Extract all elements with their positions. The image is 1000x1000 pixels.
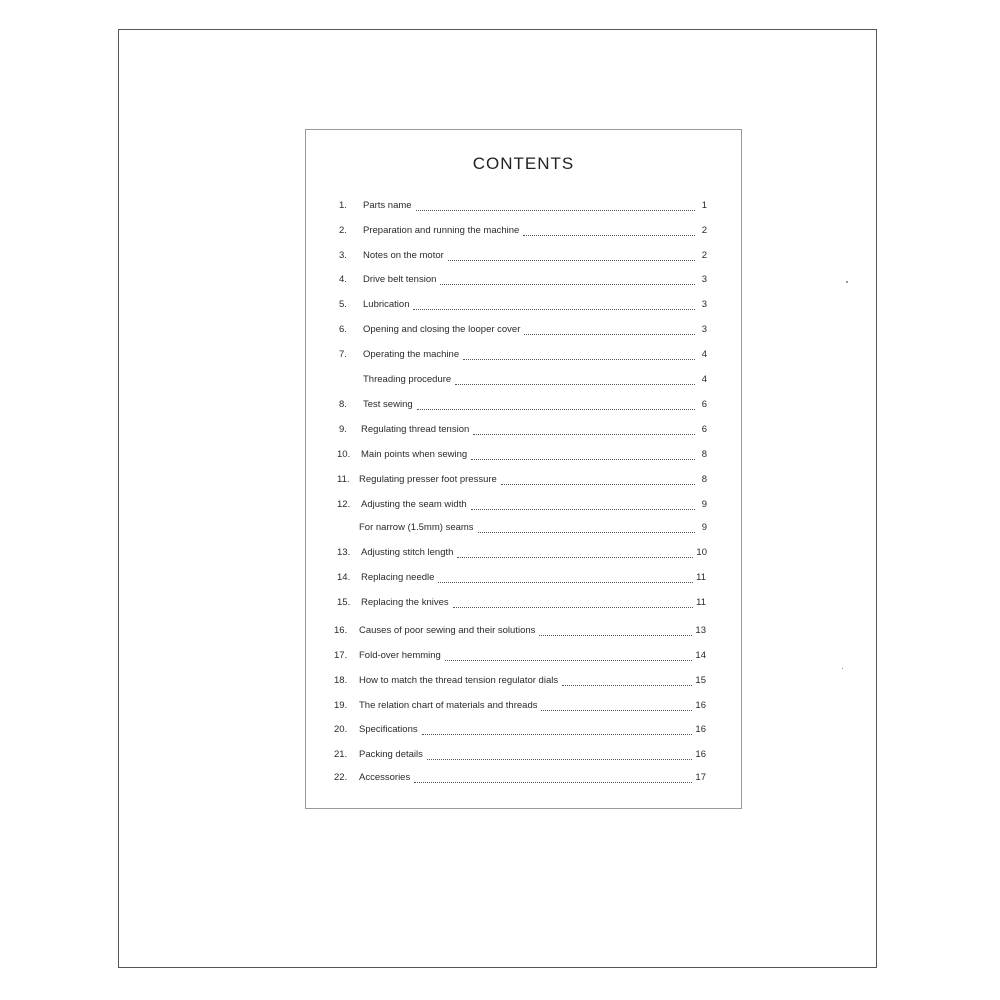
toc-leader-dots <box>471 508 695 510</box>
toc-entry-label: Regulating presser foot pressure <box>359 474 497 485</box>
toc-entry-label: Parts name <box>363 200 412 211</box>
toc-entry <box>334 724 706 740</box>
contents-page <box>305 129 742 809</box>
toc-entry-label: Threading procedure <box>363 374 452 385</box>
contents-title: CONTENTS <box>472 154 575 173</box>
toc-leader-dots <box>523 234 695 236</box>
toc-entry-number: 1. <box>339 200 347 211</box>
toc-entry-label: The relation chart of materials and threads <box>359 700 538 711</box>
toc-entry-number: 13. <box>337 547 351 558</box>
toc-entry-number: 10. <box>337 449 351 460</box>
toc-entry-page: 13 <box>695 625 706 636</box>
toc-entry-label: Notes on the motor <box>363 250 444 261</box>
toc-entry-page: 1 <box>701 200 707 211</box>
toc-leader-dots <box>463 358 695 360</box>
toc-entry-number: 4. <box>339 274 347 285</box>
toc-entry <box>334 650 706 666</box>
scan-speck <box>846 281 848 283</box>
toc-entry-label: Adjusting stitch length <box>361 547 454 558</box>
toc-entry <box>339 424 707 440</box>
toc-entry <box>334 749 706 765</box>
toc-entry-page: 10 <box>696 547 707 558</box>
toc-entry-number: 6. <box>339 324 347 335</box>
toc-entry-label: Replacing needle <box>361 572 435 583</box>
toc-entry <box>339 274 707 290</box>
toc-entry <box>339 250 707 266</box>
toc-leader-dots <box>541 709 692 711</box>
toc-leader-dots <box>414 781 692 783</box>
toc-leader-dots <box>473 433 695 435</box>
toc-entry-number: 19. <box>334 700 348 711</box>
toc-leader-dots <box>416 209 695 211</box>
toc-entry-label: Main points when sewing <box>361 449 468 460</box>
toc-entry <box>339 200 707 216</box>
toc-entry-page: 11 <box>696 572 706 583</box>
toc-entry-page: 8 <box>701 449 707 460</box>
toc-entry-label: Test sewing <box>363 399 413 410</box>
toc-entry-page: 15 <box>695 675 706 686</box>
scan-speck <box>842 668 843 669</box>
toc-entry <box>337 547 707 563</box>
toc-entry-page: 9 <box>701 499 707 510</box>
toc-entry <box>337 597 706 613</box>
toc-leader-dots <box>417 408 695 410</box>
toc-entry-number: 11. <box>337 474 350 485</box>
toc-entry <box>339 399 707 415</box>
toc-leader-dots <box>448 259 695 261</box>
toc-entry <box>337 572 706 588</box>
toc-leader-dots <box>501 483 695 485</box>
toc-entry-number: 21. <box>334 749 348 760</box>
toc-entry-page: 3 <box>701 324 707 335</box>
toc-entry-label: For narrow (1.5mm) seams <box>359 522 474 533</box>
toc-entry-label: Preparation and running the machine <box>363 225 520 236</box>
toc-entry <box>334 772 706 788</box>
toc-leader-dots <box>457 556 693 558</box>
toc-entry <box>337 449 707 465</box>
toc-entry-label: Drive belt tension <box>363 274 437 285</box>
toc-entry-label: Regulating thread tension <box>361 424 470 435</box>
toc-entry <box>334 700 706 716</box>
toc-entry-page: 11 <box>696 597 706 608</box>
toc-entry <box>359 522 707 538</box>
toc-leader-dots <box>471 458 695 460</box>
toc-entry-label: How to match the thread tension regulator dials <box>359 675 559 686</box>
toc-entry-number: 15. <box>337 597 351 608</box>
toc-entry-page: 6 <box>701 399 707 410</box>
toc-leader-dots <box>445 659 693 661</box>
toc-entry-number: 5. <box>339 299 347 310</box>
toc-entry-number: 16. <box>334 625 348 636</box>
toc-entry <box>339 299 707 315</box>
toc-entry-page: 4 <box>701 349 707 360</box>
toc-entry-label: Causes of poor sewing and their solutions <box>359 625 536 636</box>
toc-entry <box>337 499 707 515</box>
toc-entry-number: 7. <box>339 349 347 360</box>
toc-entry-label: Replacing the knives <box>361 597 449 608</box>
toc-entry-page: 2 <box>701 250 707 261</box>
toc-entry <box>339 324 707 340</box>
toc-entry-label: Operating the machine <box>363 349 460 360</box>
toc-entry-page: 14 <box>695 650 706 661</box>
toc-entry-page: 16 <box>695 724 706 735</box>
toc-entry-page: 6 <box>701 424 707 435</box>
toc-entry-page: 16 <box>695 700 706 711</box>
toc-leader-dots <box>440 283 695 285</box>
toc-entry-number: 8. <box>339 399 347 410</box>
toc-leader-dots <box>455 383 695 385</box>
toc-leader-dots <box>524 333 695 335</box>
toc-entry-number: 17. <box>334 650 348 661</box>
toc-leader-dots <box>413 308 695 310</box>
toc-entry-label: Fold-over hemming <box>359 650 441 661</box>
toc-entry-page: 3 <box>701 274 707 285</box>
toc-entry <box>337 474 707 490</box>
toc-entry-number: 9. <box>339 424 347 435</box>
toc-entry-page: 4 <box>701 374 707 385</box>
toc-entry-page: 3 <box>701 299 707 310</box>
toc-entry-number: 3. <box>339 250 347 261</box>
toc-entry-page: 2 <box>701 225 707 236</box>
toc-entry-number: 22. <box>334 772 348 783</box>
toc-entry <box>339 225 707 241</box>
toc-leader-dots <box>453 606 693 608</box>
toc-entry-page: 16 <box>695 749 706 760</box>
toc-entry-label: Lubrication <box>363 299 410 310</box>
toc-entry-label: Adjusting the seam width <box>361 499 467 510</box>
toc-entry-number: 12. <box>337 499 351 510</box>
toc-entry-label: Packing details <box>359 749 423 760</box>
toc-entry <box>334 675 706 691</box>
toc-entry-page: 9 <box>701 522 707 533</box>
toc-leader-dots <box>427 758 693 760</box>
toc-leader-dots <box>422 733 693 735</box>
toc-entry-number: 20. <box>334 724 348 735</box>
toc-leader-dots <box>478 531 695 533</box>
toc-entry-number: 2. <box>339 225 347 236</box>
toc-entry-page: 17 <box>695 772 706 783</box>
toc-entry <box>363 374 707 390</box>
toc-entry <box>339 349 707 365</box>
toc-entry-label: Specifications <box>359 724 418 735</box>
toc-entry-label: Opening and closing the looper cover <box>363 324 521 335</box>
toc-leader-dots <box>539 634 692 636</box>
toc-entry <box>334 625 706 641</box>
toc-entry-label: Accessories <box>359 772 411 783</box>
toc-entry-number: 14. <box>337 572 351 583</box>
toc-entry-number: 18. <box>334 675 348 686</box>
toc-leader-dots <box>438 581 693 583</box>
toc-leader-dots <box>562 684 692 686</box>
toc-entry-page: 8 <box>701 474 707 485</box>
